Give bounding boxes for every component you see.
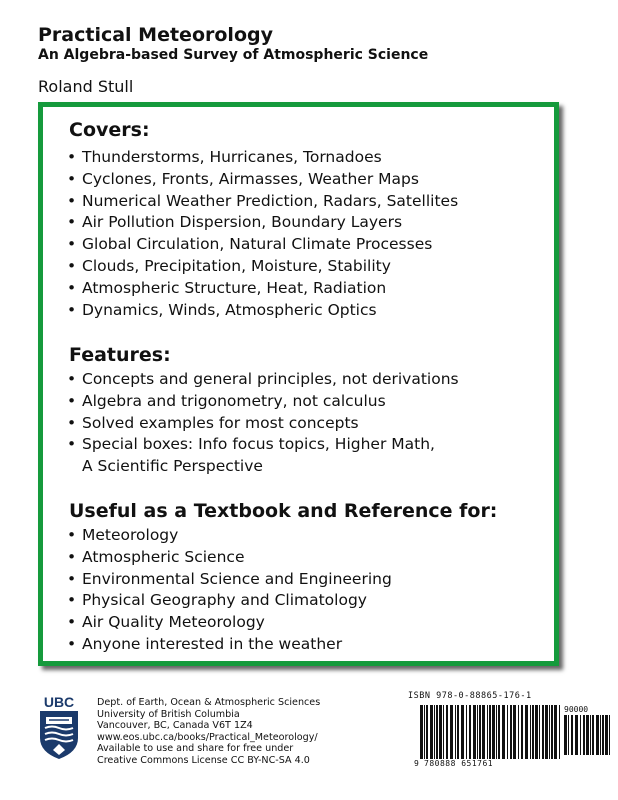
barcode-bar <box>518 705 519 759</box>
list-item: • Clouds, Precipitation, Moisture, Stability <box>67 256 391 275</box>
barcode-bar <box>466 705 467 759</box>
barcode-bar <box>420 705 423 759</box>
barcode-bar <box>473 705 476 759</box>
list-item: • Physical Geography and Climatology <box>67 591 367 610</box>
barcode-bar <box>457 705 459 759</box>
isbn-barcode <box>420 705 560 759</box>
barcode-bar <box>510 705 512 759</box>
publisher-line: Vancouver, BC, Canada V6T 1Z4 <box>97 720 253 731</box>
barcode-bar <box>479 705 481 759</box>
list-item: • Global Circulation, Natural Climate Processes <box>67 235 433 254</box>
barcode-bar <box>513 705 516 759</box>
barcode-bar <box>539 705 540 759</box>
barcode-bar <box>596 715 599 755</box>
barcode-digits: 780888 651761 <box>424 759 494 768</box>
barcode-bar <box>592 715 594 755</box>
list-item: • Air Quality Meteorology <box>67 613 265 632</box>
barcode-bar <box>434 705 435 759</box>
barcode-bar <box>609 715 610 755</box>
publisher-url[interactable]: www.eos.ubc.ca/books/Practical_Meteorology/ <box>97 731 318 743</box>
list-item: • Concepts and general principles, not derivations <box>67 370 459 388</box>
barcode-bar <box>430 705 433 759</box>
barcode-bar <box>489 705 491 759</box>
list-item: • Anyone interested in the weather <box>67 634 343 653</box>
features-heading: Features: <box>69 344 171 366</box>
content-box <box>38 102 559 666</box>
barcode-bar <box>586 715 589 755</box>
barcode-bar <box>455 705 456 759</box>
barcode-bar <box>487 705 488 759</box>
list-item-continuation: A Scientific Perspective <box>82 457 263 476</box>
book-title: Practical Meteorology <box>38 24 273 46</box>
useful-heading: Useful as a Textbook and Reference for: <box>69 500 498 522</box>
barcode-bar <box>602 715 604 755</box>
publisher-line: Dept. of Earth, Ocean & Atmospheric Sciences <box>97 697 321 708</box>
covers-list <box>67 147 458 321</box>
list-item: • Air Pollution Dispersion, Boundary Layers <box>67 213 403 232</box>
barcode-bar <box>502 705 505 759</box>
list-item: • Environmental Science and Engineering <box>67 569 392 588</box>
barcode-bar <box>571 715 573 755</box>
publisher-info <box>97 697 320 766</box>
list-item: • Atmospheric Structure, Heat, Radiation <box>67 278 387 297</box>
list-item: • Thunderstorms, Hurricanes, Tornadoes <box>67 148 382 166</box>
barcode-bar <box>498 705 500 759</box>
barcode-bar <box>590 715 591 755</box>
list-item: • Numerical Weather Prediction, Radars, Satellites <box>67 191 459 210</box>
publisher-line: University of British Columbia <box>97 708 240 720</box>
barcode-bar <box>507 705 508 759</box>
list-item: • Special boxes: Info focus topics, Higher Math, <box>67 435 435 454</box>
list-item: • Atmospheric Science <box>67 547 245 566</box>
price-barcode <box>564 715 610 755</box>
barcode-bar <box>439 705 442 759</box>
ubc-logo-text: UBC <box>43 694 75 710</box>
list-item: • Meteorology <box>67 526 179 544</box>
barcode-bar <box>482 705 485 759</box>
barcode-bar <box>477 705 478 759</box>
ubc-logo-icon <box>37 694 81 760</box>
barcode-bar <box>554 705 557 759</box>
barcode-bar <box>583 715 585 755</box>
barcode-bar <box>568 715 569 755</box>
barcode-bar <box>469 705 471 759</box>
isbn-text: ISBN 978-0-88865-176-1 <box>408 691 532 701</box>
barcode-bar <box>559 705 560 759</box>
barcode-bar <box>535 705 538 759</box>
list-item: • Solved examples for most concepts <box>67 413 359 432</box>
barcode-bar <box>424 705 425 759</box>
barcode-bar <box>492 705 495 759</box>
covers-heading: Covers: <box>69 119 150 141</box>
barcode-bar <box>564 715 567 755</box>
publisher-line: Available to use and share for free under <box>97 743 294 754</box>
barcode-bar <box>530 705 531 759</box>
barcode-bar <box>521 705 523 759</box>
license-line: Creative Commons License CC BY-NC-SA 4.0 <box>97 754 310 766</box>
barcode-bar <box>551 705 553 759</box>
barcode-bar <box>525 705 528 759</box>
barcode-bar <box>461 705 464 759</box>
barcode-bar <box>600 715 601 755</box>
barcode-bar <box>436 705 438 759</box>
barcode-bar <box>580 715 581 755</box>
useful-list <box>67 525 392 656</box>
barcode-bar <box>426 705 428 759</box>
book-subtitle: An Algebra-based Survey of Atmospheric Science <box>38 47 429 63</box>
barcode-bar <box>605 715 608 755</box>
price-code: 90000 <box>564 705 589 714</box>
barcode-bar <box>542 705 544 759</box>
barcode-bar <box>532 705 534 759</box>
list-item: • Dynamics, Winds, Atmospheric Optics <box>67 300 377 319</box>
barcode-bar <box>549 705 550 759</box>
list-item: • Algebra and trigonometry, not calculus <box>67 391 386 410</box>
barcode-bar <box>496 705 497 759</box>
list-item: • Cyclones, Fronts, Airmasses, Weather Maps <box>67 169 419 188</box>
barcode-bar <box>443 705 444 759</box>
barcode-first-digit: 9 <box>414 759 419 768</box>
features-list <box>67 369 459 478</box>
barcode-bar <box>446 705 448 759</box>
author-name: Roland Stull <box>38 77 134 96</box>
barcode-bar <box>545 705 548 759</box>
barcode-bar <box>575 715 578 755</box>
barcode-bar <box>450 705 453 759</box>
